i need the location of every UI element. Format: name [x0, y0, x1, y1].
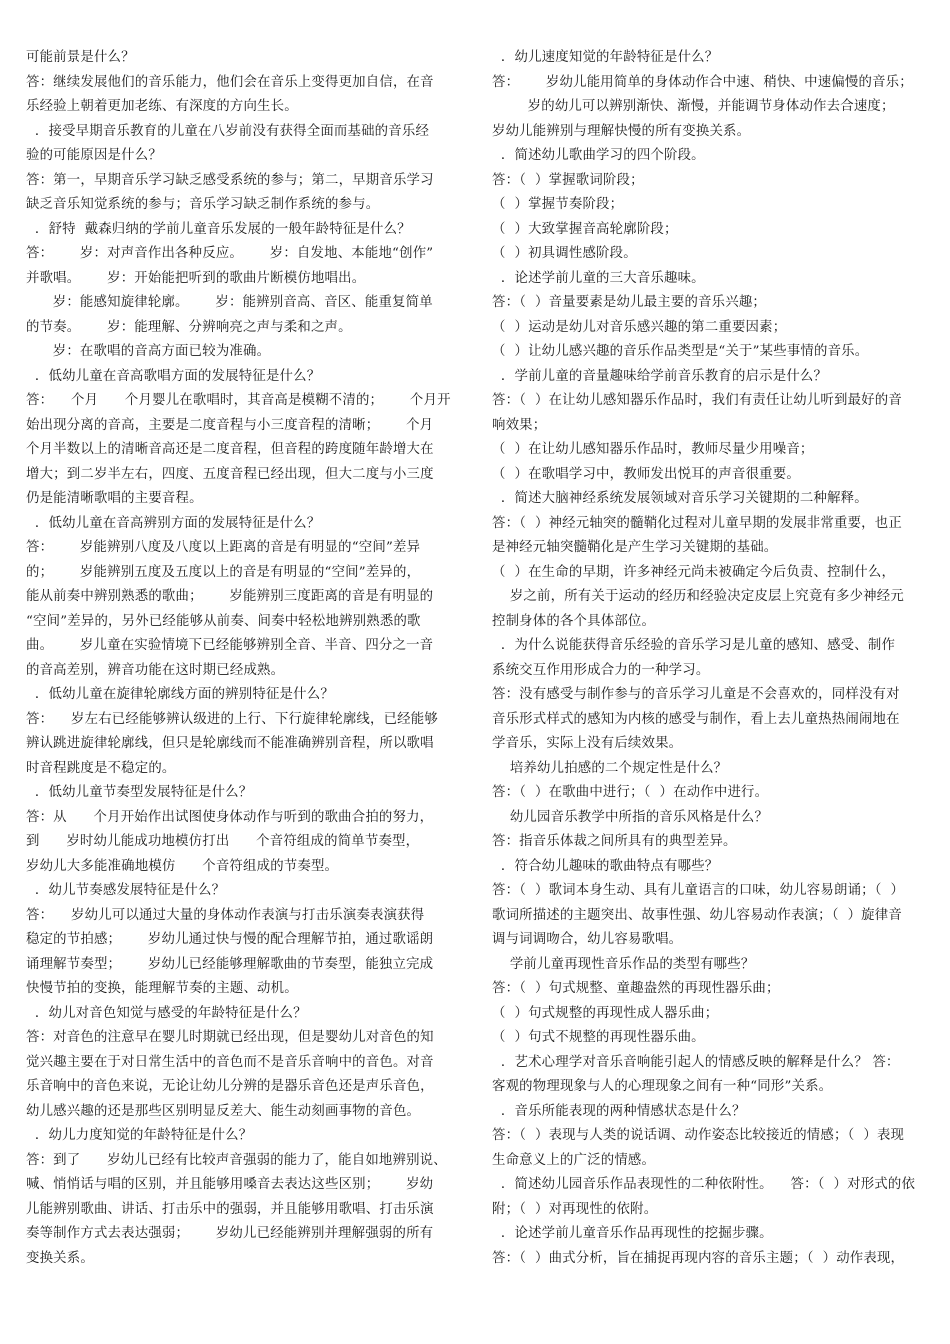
right-text-line: ．论述学前儿童音乐作品再现性的挖掘步骤。 [492, 1226, 773, 1241]
left-text-line: 儿能辨别歌曲、讲话、打击乐中的强弱，并且能够用歌唱、打击乐演 [26, 1201, 434, 1217]
right-text-line: （ ）句式规整的再现性成人器乐曲； [492, 1005, 719, 1021]
left-text-line: 答： 岁幼儿可以通过大量的身体动作表演与打击乐演奏表演获得 [26, 907, 425, 923]
right-text-line: 答：没有感受与制作参与的音乐学习儿童是不会喜欢的，同样没有对 [492, 687, 900, 702]
left-text-line: ．低幼儿童节奏型发展特征是什么？ [26, 785, 253, 800]
right-text-line: 歌词所描述的主题突出、故事性强、幼儿容易动作表演；（ ）旋律音 [492, 907, 902, 923]
left-text-line: 答：第一，早期音乐学习缺乏感受系统的参与；第二，早期音乐学习 [26, 172, 434, 188]
left-text-line: 缺乏音乐知觉系统的参与；音乐学习缺乏制作系统的参与。 [26, 197, 380, 212]
left-text-line: ．接受早期音乐教育的儿童在八岁前没有获得全面而基础的音乐经 [26, 123, 430, 139]
right-text-line: 答：（ ）音量要素是幼儿最主要的音乐兴趣； [492, 295, 767, 310]
left-text-line: 答：继续发展他们的音乐能力，他们会在音乐上变得更加自信，在音 [26, 74, 434, 90]
left-text-line: 幼儿感兴趣的还是那些区别明显反差大、能生动刻画事物的音色。 [26, 1103, 421, 1119]
left-text-line: 到 岁时幼儿能成功地模仿打出 个音符组成的简单节奏型， [26, 834, 420, 849]
left-text-line: 个月半数以上的清晰音高还是二度音程，但音程的跨度随年龄增大在 [26, 442, 434, 457]
right-text-line: （ ）在歌唱学习中，教师发出悦耳的声音很重要。 [492, 466, 800, 482]
right-text-line: ．简述幼儿歌曲学习的四个阶段。 [492, 148, 705, 163]
right-text-line: （ ）初具调性感阶段。 [492, 246, 637, 261]
right-text-line: ．学前儿童的音量趣味给学前音乐教育的启示是什么？ [492, 368, 828, 384]
right-text-line: ．艺术心理学对音乐音响能引起人的情感反映的解释是什么？ 答： [492, 1054, 900, 1070]
right-text-line: 答：（ ）曲式分析，旨在捕捉再现内容的音乐主题；（ ）动作表现， [492, 1250, 905, 1266]
right-text-line: 答：（ ）表现与人类的说话调、动作姿态比较接近的情感；（ ）表现 [492, 1128, 905, 1143]
right-text-line: 学音乐，实际上没有后续效果。 [492, 736, 683, 751]
left-text-line: 乐音响中的音色来说，无论让幼儿分辨的是器乐音色还是声乐音色， [26, 1079, 434, 1094]
right-text-line: 答：（ ）在歌曲中进行；（ ）在动作中进行。 [492, 785, 769, 800]
right-text-line: 答：（ ）歌词本身生动、具有儿童语言的口味，幼儿容易朗诵；（ ） [492, 883, 905, 898]
right-text-line: （ ）句式不规整的再现性器乐曲。 [492, 1030, 705, 1045]
left-text-line: 奏等制作方式去表达强弱； 岁幼儿已经能辨别并理解强弱的所有 [26, 1226, 434, 1241]
left-text-line: ．低幼儿童在旋律轮廓线方面的辨别特征是什么？ [26, 687, 334, 702]
right-text-line: 答：（ ）掌握歌词阶段； [492, 172, 644, 188]
right-text-line: ．符合幼儿趣味的歌曲特点有哪些？ [492, 858, 719, 874]
left-text-line: ．幼儿力度知觉的年龄特征是什么？ [26, 1128, 253, 1143]
left-text-line: 岁：在歌唱的音高方面已较为准确。 [26, 344, 271, 359]
left-text-line: 仍是能清晰歌唱的主要音程。 [26, 491, 203, 506]
right-text-line: 岁幼儿能辨别与理解快慢的所有变换关系。 [492, 123, 751, 139]
left-text-line: 答：对音色的注意早在婴儿时期就已经出现，但是婴幼儿对音色的知 [26, 1030, 434, 1045]
left-text-line: 的； 岁能辨别五度及五度以上的音是有明显的“空间”差异的， [26, 564, 421, 580]
right-text-line: ．为什么说能获得音乐经验的音乐学习是儿童的感知、感受、制作 [492, 638, 896, 653]
left-text-line: 稳定的节拍感； 岁幼儿通过快与慢的配合理解节拍，通过歌谣朗 [26, 932, 434, 947]
left-text-line: 变换关系。 [26, 1250, 94, 1266]
left-text-line: 辨认跳进旋律轮廓线，但只是轮廓线而不能准确辨别音程，所以歌唱 [26, 736, 434, 751]
left-text-line: 增大；到二岁半左右，四度、五度音程已经出现，但大二度与小三度 [26, 466, 434, 482]
left-text-line: ．舒特 戴森归纳的学前儿童音乐发展的一般年龄特征是什么？ [26, 221, 411, 237]
left-text-line: ．低幼儿童在音高歌唱方面的发展特征是什么？ [26, 368, 321, 384]
right-text-line: 岁之前，所有关于运动的经历和经验决定皮层上究竟有多少神经元 [492, 589, 904, 604]
left-text-line: 答： 个月 个月婴儿在歌唱时，其音高是模糊不清的； 个月开 [26, 393, 451, 408]
left-text-line: 岁：能感知旋律轮廓。 岁：能辨别音高、音区、能重复简单 [26, 295, 433, 310]
left-text-line: 乐经验上朝着更加老练、有深度的方向生长。 [26, 99, 298, 114]
right-text-line: （ ）在让幼儿感知器乐作品时，教师尽量少用噪音； [492, 442, 814, 457]
left-text-line: 可能前景是什么？ [26, 50, 135, 65]
left-text-line: 岁幼儿大多能准确地模仿 个音符组成的节奏型。 [26, 858, 339, 874]
right-text-line: 控制身体的各个具体部位。 [492, 613, 656, 629]
right-text-line: （ ）运动是幼儿对音乐感兴趣的第二重要因素； [492, 319, 787, 335]
left-text-line: 喊、悄悄话与唱的区别，并且能够用嗓音去表达这些区别； 岁幼 [26, 1177, 434, 1192]
right-text-line: （ ）掌握节奏阶段； [492, 197, 624, 212]
right-text-line: 幼儿园音乐教学中所指的音乐风格是什么？ [492, 809, 769, 825]
left-text-line: 曲。 岁儿童在实验情境下已经能够辨别全音、半音、四分之一音 [26, 638, 434, 653]
right-text-line: ．幼儿速度知觉的年龄特征是什么？ [492, 50, 719, 65]
right-text-line: 生命意义上的广泛的情感。 [492, 1152, 656, 1168]
left-text-line: 并歌唱。 岁：开始能把听到的歌曲片断模仿地唱出。 [26, 270, 366, 286]
left-text-line: 答： 岁：对声音作出各种反应。 岁：自发地、本能地“创作” [26, 246, 434, 261]
right-text-line: 培养幼儿拍感的二个规定性是什么？ [492, 760, 728, 776]
left-text-line: 快慢节拍的变换，能理解节奏的主题、动机。 [26, 981, 298, 996]
left-text-line: 的音高差别，辨音功能在这时期已经成熟。 [26, 662, 285, 678]
right-text-line: 音乐形式样式的感知为内核的感受与制作，看上去儿童热热闹闹地在 [492, 711, 900, 727]
left-text-line: 答： 岁左右已经能够辨认级进的上行、下行旋律轮廓线，已经能够 [26, 711, 438, 727]
left-text-line: “空间”差异的，另外已经能够从前奏、间奏中轻松地辨别熟悉的歌 [26, 613, 421, 629]
right-text-column [492, 46, 922, 1271]
right-text-line: ．论述学前儿童的三大音乐趣味。 [492, 270, 705, 286]
right-text-line: ．音乐所能表现的两种情感状态是什么？ [492, 1103, 746, 1119]
left-text-line: 的节奏。 岁：能理解、分辨响亮之声与柔和之声。 [26, 319, 352, 335]
left-text-line: 验的可能原因是什么？ [26, 148, 162, 163]
right-text-line: 答：（ ）神经元轴突的髓鞘化过程对儿童早期的发展非常重要，也正 [492, 515, 902, 531]
left-text-line: 答：到了 岁幼儿已经有比较声音强弱的能力了，能自如地辨别说、 [26, 1152, 447, 1168]
left-text-line: 觉兴趣主要在于对日常生活中的音色而不是音乐音响中的音色。对音 [26, 1054, 434, 1070]
left-text-line: ．幼儿节奏感发展特征是什么？ [26, 883, 226, 898]
right-text-line: （ ）大致掌握音高轮廓阶段； [492, 221, 678, 237]
left-text-line: 答： 岁能辨别八度及八度以上距离的音是有明显的“空间”差异 [26, 540, 421, 555]
right-text-line: 答：（ ）在让幼儿感知器乐作品时，我们有责任让幼儿听到最好的音 [492, 393, 902, 408]
right-text-line: 系统交互作用形成合力的一种学习。 [492, 662, 710, 678]
right-text-line: ．简述幼儿园音乐作品表现性的二种依附性。 答：（ ）对形式的依 [492, 1177, 916, 1192]
right-text-line: （ ）让幼儿感兴趣的音乐作品类型是“关于”某些事情的音乐。 [492, 344, 869, 359]
right-text-line: 岁的幼儿可以辨别渐快、渐慢，并能调节身体动作去合速度； [492, 99, 895, 114]
left-text-line: 时音程跳度是不稳定的。 [26, 760, 176, 776]
right-text-line: 学前儿童再现性音乐作品的类型有哪些？ [492, 956, 755, 972]
right-text-line: （ ）在生命的早期，许多神经元尚未被确定今后负责、控制什么， [492, 564, 896, 580]
right-text-line: ．简述大脑神经系统发展领域对音乐学习关键期的二种解释。 [492, 491, 868, 506]
right-text-line: 是神经元轴突髓鞘化是产生学习关键期的基础。 [492, 540, 778, 555]
right-text-line: 附；（ ）对再现性的依附。 [492, 1201, 658, 1217]
right-text-line: 调与词调吻合，幼儿容易歌唱。 [492, 932, 683, 947]
right-text-line: 答：指音乐体裁之间所具有的典型差异。 [492, 834, 737, 849]
left-text-column [26, 46, 458, 1271]
left-text-line: 答：从 个月开始作出试图使身体动作与听到的歌曲合拍的努力， [26, 809, 434, 825]
left-text-line: 诵理解节奏型； 岁幼儿已经能够理解歌曲的节奏型，能独立完成 [26, 956, 434, 972]
right-text-line: 答：（ ）句式规整、童趣盎然的再现性器乐曲； [492, 981, 780, 996]
right-text-line: 响效果； [492, 417, 547, 433]
left-text-line: 始出现分离的音高，主要是二度音程与小三度音程的清晰； 个月 [26, 417, 434, 433]
left-text-line: ．低幼儿童在音高辨别方面的发展特征是什么？ [26, 515, 321, 531]
right-text-line: 答： 岁幼儿能用简单的身体动作合中速、稍快、中速偏慢的音乐； [492, 74, 913, 90]
left-text-line: ．幼儿对音色知觉与感受的年龄特征是什么？ [26, 1005, 307, 1021]
left-text-line: 能从前奏中辨别熟悉的歌曲； 岁能辨别三度距离的音是有明显的 [26, 589, 434, 604]
right-text-line: 客观的物理现象与人的心理现象之间有一种“同形”关系。 [492, 1079, 833, 1094]
